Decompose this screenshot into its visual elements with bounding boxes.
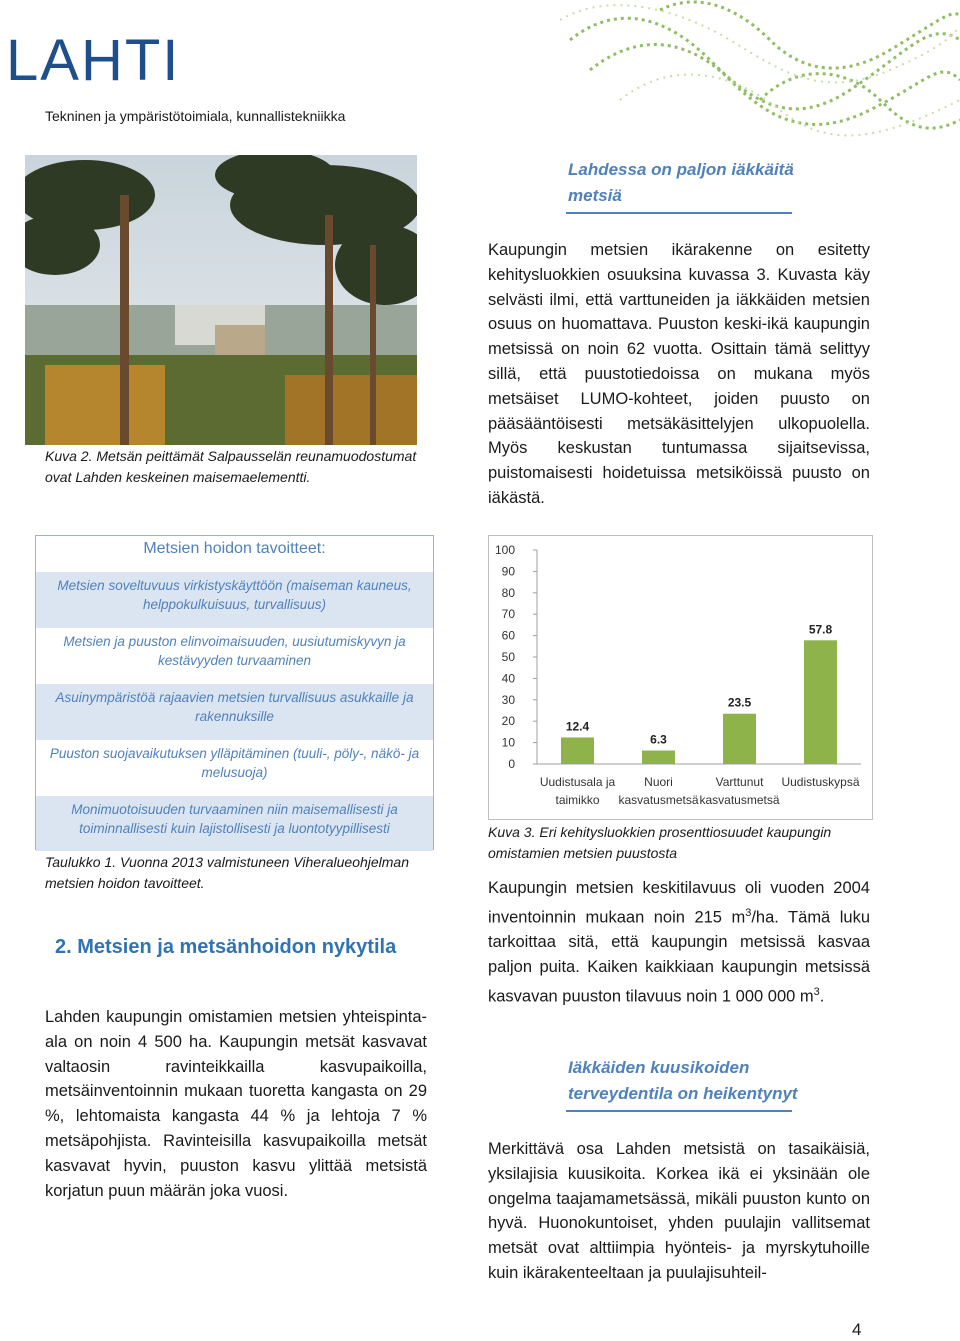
superscript: 3	[745, 906, 752, 919]
department-line: Tekninen ja ympäristötoimiala, kunnallistekniikka	[45, 108, 346, 124]
y-tick-label: 50	[501, 650, 515, 664]
data-label: 12.4	[565, 719, 590, 734]
goals-table-title: Metsien hoidon tavoitteet:	[143, 540, 326, 557]
section-heading: 2. Metsien ja metsänhoidon nykytila	[55, 936, 397, 958]
volume-text-b: /ha. Tämä luku tarkoittaa sitä, että kaupungin metsissä kasvaa paljon puita. Kaiken kaikkiaan kaupungin metsissä kasvavan puuston tilavuus noin 1 000 000 m	[488, 908, 870, 1006]
y-tick-label: 10	[501, 735, 515, 750]
y-tick-label: 80	[501, 585, 515, 600]
figure3-caption: Kuva 3. Eri kehitysluokkien prosenttiosuudet kaupungin omistamien metsien puustosta	[488, 824, 832, 861]
goal-row: Puuston suojavaikutuksen ylläpitäminen (tuuli-, pöly-, näkö- ja melusuoja)	[49, 746, 420, 780]
x-tick-label: Nuori	[644, 775, 673, 789]
area-paragraph: Lahden kaupungin omistamien metsien yhteispinta-ala on noin 4 500 ha. Kaupungin metsät kasvavat valtaosin ravinteikkailla kasvupaikoilla, metsäinventoinnin mukaan tuoretta kangasta on 29 %, lehtomaista kangasta 44 % ja lehtoja 7 % metsäpohjista. Ravinteisilla kasvupaikoilla metsät kasvavat hyvin, puuston kasvu ylittää metsistä korjatun puun määrän joka vuosi.	[45, 1008, 427, 1200]
forest-photo	[25, 155, 417, 445]
spruce-paragraph: Merkittävä osa Lahden metsistä on tasaikäisiä, yksilajisia kuusikoita. Korkea ikä ei yksinään ole ongelma taajamametsässä, mikäli puuston kunto on hyvä. Huonokuntoiset, yhden puulajin vallitsemat metsät ovat alttiimpia hyönteis- ja myrskytuhoille kuin ikärakenteeltaan ja puulajisuhteil-	[488, 1140, 870, 1282]
heading-underline	[566, 212, 792, 214]
y-tick-label: 40	[501, 671, 515, 686]
y-tick-label: 60	[501, 628, 515, 643]
bar	[642, 751, 675, 764]
data-label: 57.8	[808, 622, 833, 637]
bar	[804, 640, 837, 764]
superscript: 3	[813, 985, 820, 998]
x-tick-label: Varttunut	[715, 775, 764, 789]
sidebar-heading-spruce-health: Iäkkäiden kuusikoiden terveydentila on heikentynyt	[568, 1058, 798, 1103]
y-tick-label: 100	[494, 543, 515, 557]
figure2-caption: Kuva 2. Metsän peittämät Salpausselän reunamuodostumat ovat Lahden keskeinen maisemaelementti.	[45, 448, 417, 485]
y-tick-label: 20	[501, 714, 515, 729]
forest-goals-table	[35, 535, 434, 850]
decorative-green-pattern	[560, 0, 960, 140]
x-tick-label: kasvatusmetsä	[699, 793, 780, 807]
sidebar-heading-old-forests: Lahdessa on paljon iäkkäitä metsiä	[568, 160, 794, 205]
x-tick-label: kasvatusmetsä	[618, 793, 699, 807]
x-tick-label: Uudistusala ja	[539, 775, 616, 789]
age-class-bar-chart	[488, 535, 873, 820]
y-tick-label: 70	[501, 607, 515, 622]
volume-text-a: Kaupungin metsien keskitilavuus oli vuoden 2004 inventoinnin mukaan noin 215 m	[488, 879, 870, 927]
volume-paragraph	[488, 876, 870, 1009]
table1-caption: Taulukko 1. Vuonna 2013 valmistuneen Viheralueohjelman metsien hoidon tavoitteet.	[45, 854, 410, 891]
x-tick-label: Uudistuskypsä	[781, 775, 860, 789]
data-label: 23.5	[727, 695, 752, 710]
age-structure-paragraph: Kaupungin metsien ikärakenne on esitetty kehitysluokkien osuuksina kuvassa 3. Kuvasta käy selvästi ilmi, että varttuneiden ja iäkkäiden metsien osuus on huomattava. Puuston keski-ikä kaupungin metsissä on noin 62 vuotta. Osittain tämä selittyy sillä, että puustotiedoissa on mukana myös metsäiset LUMO-kohteet, joiden puusto on pääsääntöisesti metsäkäsittelyjen ulkopuolella. Myös keskustan tuntumassa sijaitsevissa, puistomaisesti hoidetuissa metsiköissä puusto on iäkästä.	[488, 241, 870, 507]
page-number: 4	[852, 1320, 862, 1339]
bar	[723, 714, 756, 764]
goal-row: Monimuotoisuuden turvaaminen niin maisemallisesti ja toiminnallisesti kuin lajistollisesti ja luontotyypillisesti	[36, 796, 433, 851]
bar	[561, 737, 594, 764]
goal-row: Metsien ja puuston elinvoimaisuuden, uusiutumiskyvyn ja kestävyyden turvaaminen	[63, 634, 406, 668]
x-tick-label: taimikko	[555, 793, 600, 807]
volume-text-c: .	[819, 987, 825, 1006]
heading-underline	[566, 1110, 792, 1112]
y-tick-label: 0	[508, 757, 515, 771]
y-tick-label: 30	[501, 692, 515, 707]
lahti-logo	[6, 30, 206, 90]
logo-text: LAHTI	[6, 30, 181, 90]
goal-row: Metsien soveltuvuus virkistyskäyttöön (maiseman kauneus, helppokulkuisuus, turvallisuus)	[36, 572, 433, 628]
goal-row: Asuinympäristöä rajaavien metsien turvallisuus asukkaille ja rakennuksille	[36, 684, 433, 740]
y-tick-label: 90	[501, 564, 515, 579]
data-label: 6.3	[650, 732, 667, 747]
